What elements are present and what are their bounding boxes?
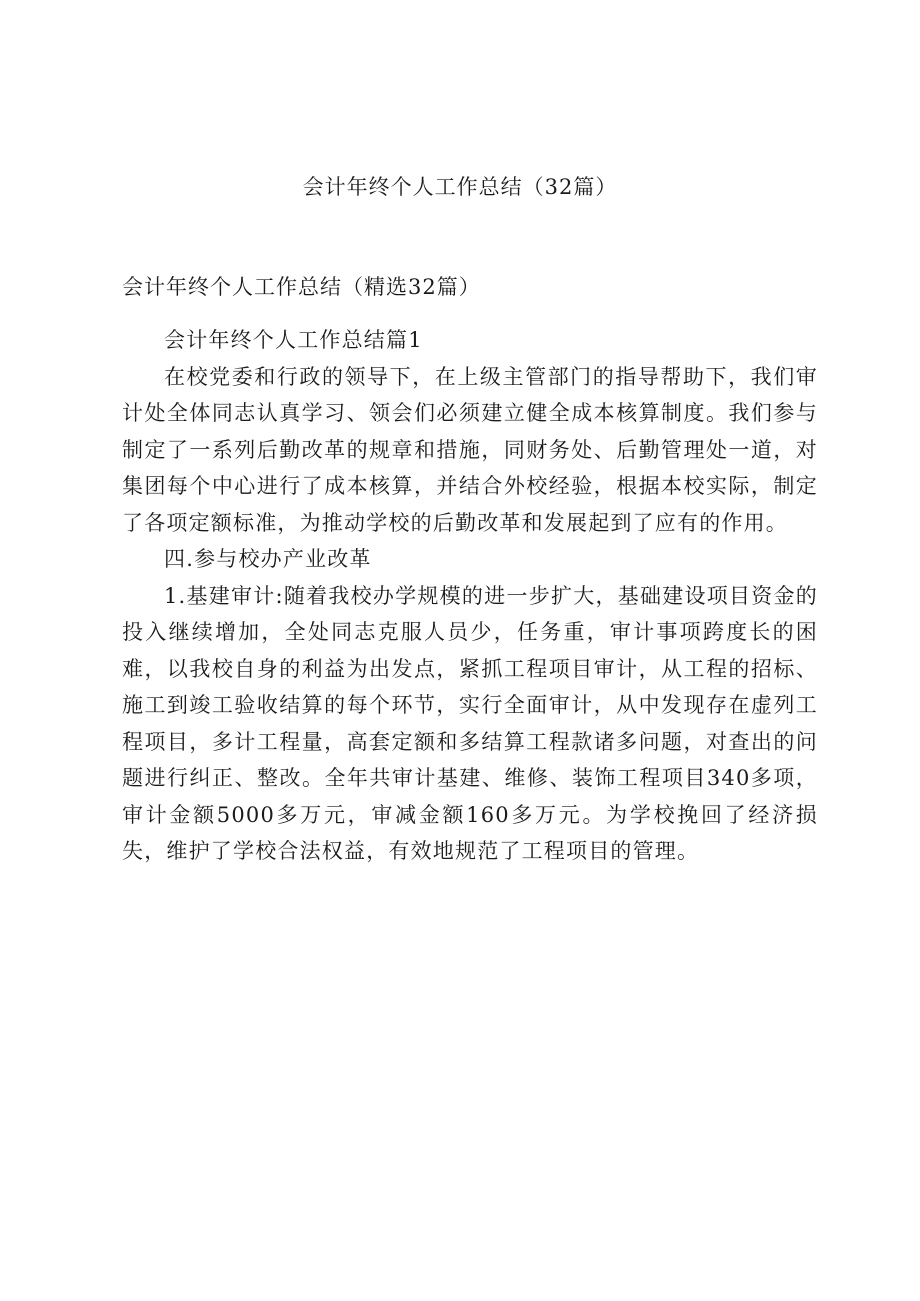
document-title: 会计年终个人工作总结（32篇） [302, 175, 618, 199]
section-heading: 会计年终个人工作总结篇1 [164, 328, 423, 352]
section-heading: 四.参与校办产业改革 [164, 547, 372, 571]
document-body [122, 322, 818, 870]
body-paragraph: 在校党委和行政的领导下，在上级主管部门的指导帮助下，我们审计处全体同志认真学习、领会们必须建立健全成本核算制度。我们参与制定了一系列后勤改革的规章和措施，同财务处、后勤管理处一道，对集团每个中心进行了成本核算，并结合外校经验，根据本校实际，制定了各项定额标准，为推动学校的后勤改革和发展起到了应有的作用。 [122, 364, 818, 535]
document-subtitle: 会计年终个人工作总结（精选32篇） [122, 275, 481, 299]
body-paragraph: 1.基建审计:随着我校办学规模的进一步扩大，基础建设项目资金的投入继续增加，全处同志克服人员少，任务重，审计事项跨度长的困难，以我校自身的利益为出发点，紧抓工程项目审计，从工程的招标、施工到竣工验收结算的每个环节，实行全面审计，从中发现存在虚列工程项目，多计工程量，高套定额和多结算工程款诸多问题，对查出的问题进行纠正、整改。全年共审计基建、维修、装饰工程项目340多项，审计金额5000多万元，审减金额160多万元。为学校挽回了经济损失，维护了学校合法权益，有效地规范了工程项目的管理。 [122, 583, 818, 863]
